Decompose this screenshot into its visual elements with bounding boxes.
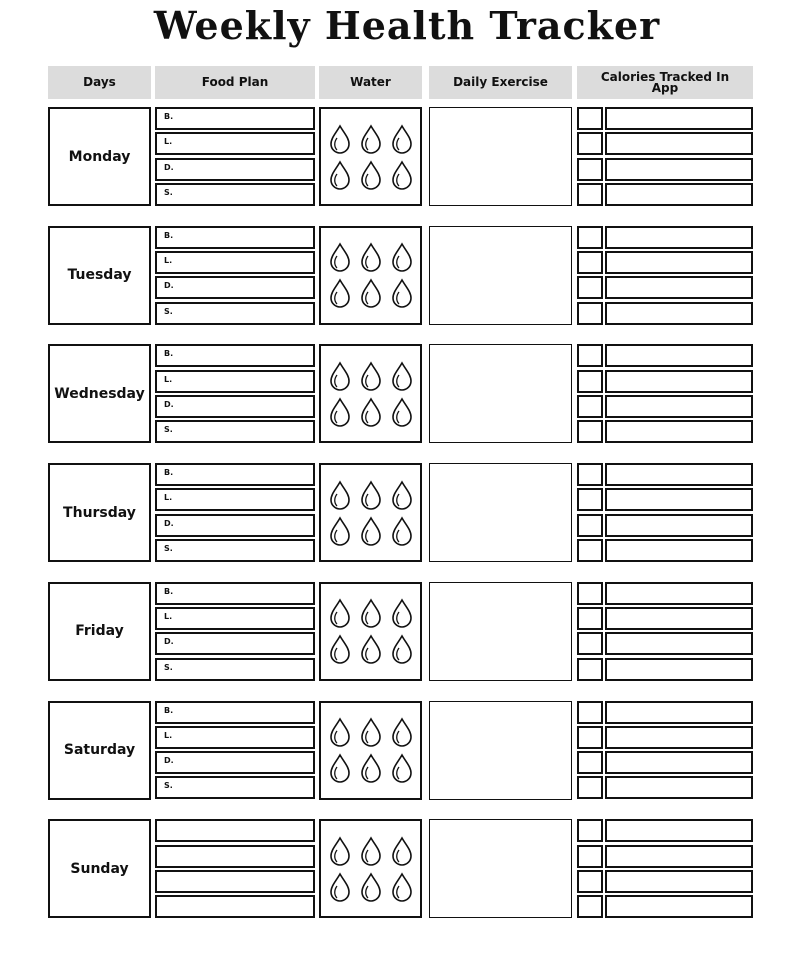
day-label: Monday (48, 107, 151, 206)
day-row (0, 819, 794, 918)
calorie-entry-field[interactable] (605, 701, 753, 724)
calorie-checkbox[interactable] (577, 776, 603, 799)
food-entry-field[interactable] (155, 420, 315, 443)
food-plan-box (155, 819, 315, 918)
calorie-entry-field[interactable] (605, 251, 753, 274)
food-entry-field[interactable] (155, 582, 315, 605)
meal-label: S. (164, 187, 173, 197)
calorie-checkbox[interactable] (577, 895, 603, 918)
exercise-field[interactable] (429, 701, 572, 800)
water-drop-icon[interactable] (359, 872, 383, 902)
food-entry-field[interactable] (155, 132, 315, 155)
meal-label: S. (164, 306, 173, 316)
calorie-checkbox[interactable] (577, 395, 603, 418)
food-entry-field[interactable] (155, 776, 315, 799)
calorie-checkbox[interactable] (577, 132, 603, 155)
calorie-checkboxes (577, 226, 603, 325)
day-label: Sunday (48, 819, 151, 918)
food-entry-field[interactable] (155, 302, 315, 325)
calorie-entry-field[interactable] (605, 395, 753, 418)
meal-label: L. (164, 256, 173, 266)
calorie-checkbox[interactable] (577, 751, 603, 774)
water-drop-icon[interactable] (390, 361, 414, 391)
water-drop-icon[interactable] (328, 598, 352, 628)
water-drop-icon[interactable] (328, 160, 352, 190)
meal-label: L. (164, 612, 173, 622)
water-drop-icon[interactable] (328, 397, 352, 427)
food-entry-field[interactable] (155, 819, 315, 842)
water-drop-icon[interactable] (359, 598, 383, 628)
water-drop-icon[interactable] (359, 124, 383, 154)
food-plan-box (155, 107, 315, 206)
header-calories: Calories Tracked In App (577, 66, 753, 99)
calorie-checkbox[interactable] (577, 845, 603, 868)
food-entry-field[interactable] (155, 632, 315, 655)
calorie-checkbox[interactable] (577, 226, 603, 249)
calorie-entry-field[interactable] (605, 895, 753, 918)
water-drop-icon[interactable] (359, 361, 383, 391)
water-drop-icon[interactable] (390, 124, 414, 154)
page-title: Weekly Health Tracker (153, 3, 661, 48)
calorie-entry-field[interactable] (605, 370, 753, 393)
water-drop-icon[interactable] (328, 836, 352, 866)
calorie-entry-field[interactable] (605, 870, 753, 893)
calorie-checkbox[interactable] (577, 658, 603, 681)
day-row (0, 226, 794, 325)
day-row (0, 107, 794, 206)
water-drop-icon[interactable] (359, 836, 383, 866)
day-label: Wednesday (48, 344, 151, 443)
food-entry-field[interactable] (155, 344, 315, 367)
calorie-fields (605, 819, 753, 918)
calorie-checkbox[interactable] (577, 344, 603, 367)
water-drop-icon[interactable] (328, 242, 352, 272)
calorie-fields (605, 344, 753, 443)
meal-label: S. (164, 781, 173, 791)
header-food-plan: Food Plan (155, 66, 315, 99)
calorie-entry-field[interactable] (605, 226, 753, 249)
calorie-entry-field[interactable] (605, 632, 753, 655)
calorie-checkbox[interactable] (577, 158, 603, 181)
water-drop-icon[interactable] (359, 480, 383, 510)
calorie-entry-field[interactable] (605, 158, 753, 181)
food-plan-box (155, 463, 315, 562)
calorie-entry-field[interactable] (605, 463, 753, 486)
food-entry-field[interactable] (155, 251, 315, 274)
calorie-checkbox[interactable] (577, 370, 603, 393)
meal-label: S. (164, 544, 173, 554)
calorie-fields (605, 107, 753, 206)
meal-label: D. (164, 162, 174, 172)
water-tracker (319, 344, 422, 443)
calorie-entry-field[interactable] (605, 539, 753, 562)
food-entry-field[interactable] (155, 158, 315, 181)
day-label: Tuesday (48, 226, 151, 325)
meal-label: L. (164, 493, 173, 503)
calorie-entry-field[interactable] (605, 607, 753, 630)
calorie-entry-field[interactable] (605, 183, 753, 206)
food-entry-field[interactable] (155, 226, 315, 249)
header-days: Days (48, 66, 151, 99)
water-drop-icon[interactable] (359, 160, 383, 190)
calorie-checkbox[interactable] (577, 632, 603, 655)
meal-label: B. (164, 349, 174, 359)
water-drop-icon[interactable] (328, 872, 352, 902)
calorie-checkboxes (577, 107, 603, 206)
calorie-checkbox[interactable] (577, 302, 603, 325)
food-entry-field[interactable] (155, 726, 315, 749)
calorie-entry-field[interactable] (605, 751, 753, 774)
calorie-entry-field[interactable] (605, 420, 753, 443)
water-drop-icon[interactable] (359, 717, 383, 747)
water-drop-icon[interactable] (328, 516, 352, 546)
exercise-field[interactable] (429, 226, 572, 325)
food-entry-field[interactable] (155, 488, 315, 511)
calorie-entry-field[interactable] (605, 514, 753, 537)
food-entry-field[interactable] (155, 701, 315, 724)
water-tracker (319, 107, 422, 206)
day-label: Saturday (48, 701, 151, 800)
calorie-fields (605, 701, 753, 800)
calorie-checkbox[interactable] (577, 463, 603, 486)
food-plan-box (155, 344, 315, 443)
water-drop-icon[interactable] (328, 278, 352, 308)
water-drop-icon[interactable] (390, 397, 414, 427)
exercise-field[interactable] (429, 819, 572, 918)
water-drop-icon[interactable] (359, 634, 383, 664)
header-daily-exercise: Daily Exercise (429, 66, 572, 99)
calorie-checkbox[interactable] (577, 276, 603, 299)
water-drop-icon[interactable] (390, 278, 414, 308)
calorie-checkbox[interactable] (577, 107, 603, 130)
food-entry-field[interactable] (155, 895, 315, 918)
calorie-checkbox[interactable] (577, 183, 603, 206)
water-drop-icon[interactable] (328, 124, 352, 154)
food-entry-field[interactable] (155, 463, 315, 486)
water-drop-icon[interactable] (328, 753, 352, 783)
water-drop-icon[interactable] (390, 753, 414, 783)
day-row (0, 344, 794, 443)
calorie-entry-field[interactable] (605, 344, 753, 367)
calorie-checkbox[interactable] (577, 701, 603, 724)
day-label: Friday (48, 582, 151, 681)
calorie-entry-field[interactable] (605, 819, 753, 842)
exercise-field[interactable] (429, 582, 572, 681)
meal-label: D. (164, 637, 174, 647)
meal-label: S. (164, 425, 173, 435)
meal-label: L. (164, 374, 173, 384)
water-drop-icon[interactable] (359, 516, 383, 546)
meal-label: D. (164, 518, 174, 528)
calorie-checkboxes (577, 582, 603, 681)
calorie-fields (605, 582, 753, 681)
food-entry-field[interactable] (155, 539, 315, 562)
day-row (0, 701, 794, 800)
calorie-checkbox[interactable] (577, 514, 603, 537)
calorie-fields (605, 463, 753, 562)
meal-label: B. (164, 705, 174, 715)
day-label: Thursday (48, 463, 151, 562)
calorie-checkbox[interactable] (577, 726, 603, 749)
meal-label: D. (164, 756, 174, 766)
food-plan-box (155, 226, 315, 325)
meal-label: L. (164, 730, 173, 740)
water-drop-icon[interactable] (390, 242, 414, 272)
meal-label: B. (164, 112, 174, 121)
water-tracker (319, 701, 422, 800)
meal-label: B. (164, 586, 174, 596)
meal-label: D. (164, 400, 174, 410)
water-drop-icon[interactable] (390, 598, 414, 628)
calorie-entry-field[interactable] (605, 488, 753, 511)
calorie-checkbox[interactable] (577, 582, 603, 605)
water-drop-icon[interactable] (328, 361, 352, 391)
food-entry-field[interactable] (155, 276, 315, 299)
calorie-checkbox[interactable] (577, 539, 603, 562)
header-water: Water (319, 66, 422, 99)
calorie-entry-field[interactable] (605, 845, 753, 868)
calorie-entry-field[interactable] (605, 776, 753, 799)
water-drop-icon[interactable] (390, 836, 414, 866)
calorie-checkboxes (577, 344, 603, 443)
calorie-checkbox[interactable] (577, 607, 603, 630)
food-entry-field[interactable] (155, 395, 315, 418)
water-drop-icon[interactable] (390, 480, 414, 510)
food-plan-box (155, 582, 315, 681)
water-drop-icon[interactable] (390, 516, 414, 546)
food-entry-field[interactable] (155, 183, 315, 206)
water-tracker (319, 819, 422, 918)
water-tracker (319, 226, 422, 325)
food-entry-field[interactable] (155, 514, 315, 537)
water-drop-icon[interactable] (390, 160, 414, 190)
meal-label: D. (164, 281, 174, 291)
water-drop-icon[interactable] (328, 717, 352, 747)
calorie-checkboxes (577, 819, 603, 918)
food-entry-field[interactable] (155, 370, 315, 393)
food-plan-box (155, 701, 315, 800)
calorie-entry-field[interactable] (605, 132, 753, 155)
calorie-entry-field[interactable] (605, 276, 753, 299)
water-drop-icon[interactable] (390, 717, 414, 747)
water-drop-icon[interactable] (328, 634, 352, 664)
water-drop-icon[interactable] (359, 242, 383, 272)
calorie-checkbox[interactable] (577, 488, 603, 511)
water-drop-icon[interactable] (359, 278, 383, 308)
meal-label: S. (164, 662, 173, 672)
food-entry-field[interactable] (155, 751, 315, 774)
exercise-field[interactable] (429, 463, 572, 562)
food-entry-field[interactable] (155, 870, 315, 893)
calorie-fields (605, 226, 753, 325)
calorie-entry-field[interactable] (605, 582, 753, 605)
calorie-entry-field[interactable] (605, 726, 753, 749)
calorie-entry-field[interactable] (605, 302, 753, 325)
water-drop-icon[interactable] (359, 397, 383, 427)
water-tracker (319, 582, 422, 681)
calorie-entry-field[interactable] (605, 107, 753, 130)
food-entry-field[interactable] (155, 107, 315, 130)
calorie-checkboxes (577, 463, 603, 562)
exercise-field[interactable] (429, 107, 572, 206)
calorie-checkboxes (577, 701, 603, 800)
calorie-checkbox[interactable] (577, 420, 603, 443)
water-drop-icon[interactable] (390, 634, 414, 664)
calorie-entry-field[interactable] (605, 658, 753, 681)
water-drop-icon[interactable] (359, 753, 383, 783)
meal-label: B. (164, 230, 174, 240)
exercise-field[interactable] (429, 344, 572, 443)
food-entry-field[interactable] (155, 607, 315, 630)
calorie-checkbox[interactable] (577, 819, 603, 842)
water-tracker (319, 463, 422, 562)
food-entry-field[interactable] (155, 845, 315, 868)
water-drop-icon[interactable] (390, 872, 414, 902)
calorie-checkbox[interactable] (577, 251, 603, 274)
meal-label: B. (164, 468, 174, 478)
day-row (0, 582, 794, 681)
day-row (0, 463, 794, 562)
water-drop-icon[interactable] (328, 480, 352, 510)
meal-label: L. (164, 137, 173, 147)
calorie-checkbox[interactable] (577, 870, 603, 893)
food-entry-field[interactable] (155, 658, 315, 681)
